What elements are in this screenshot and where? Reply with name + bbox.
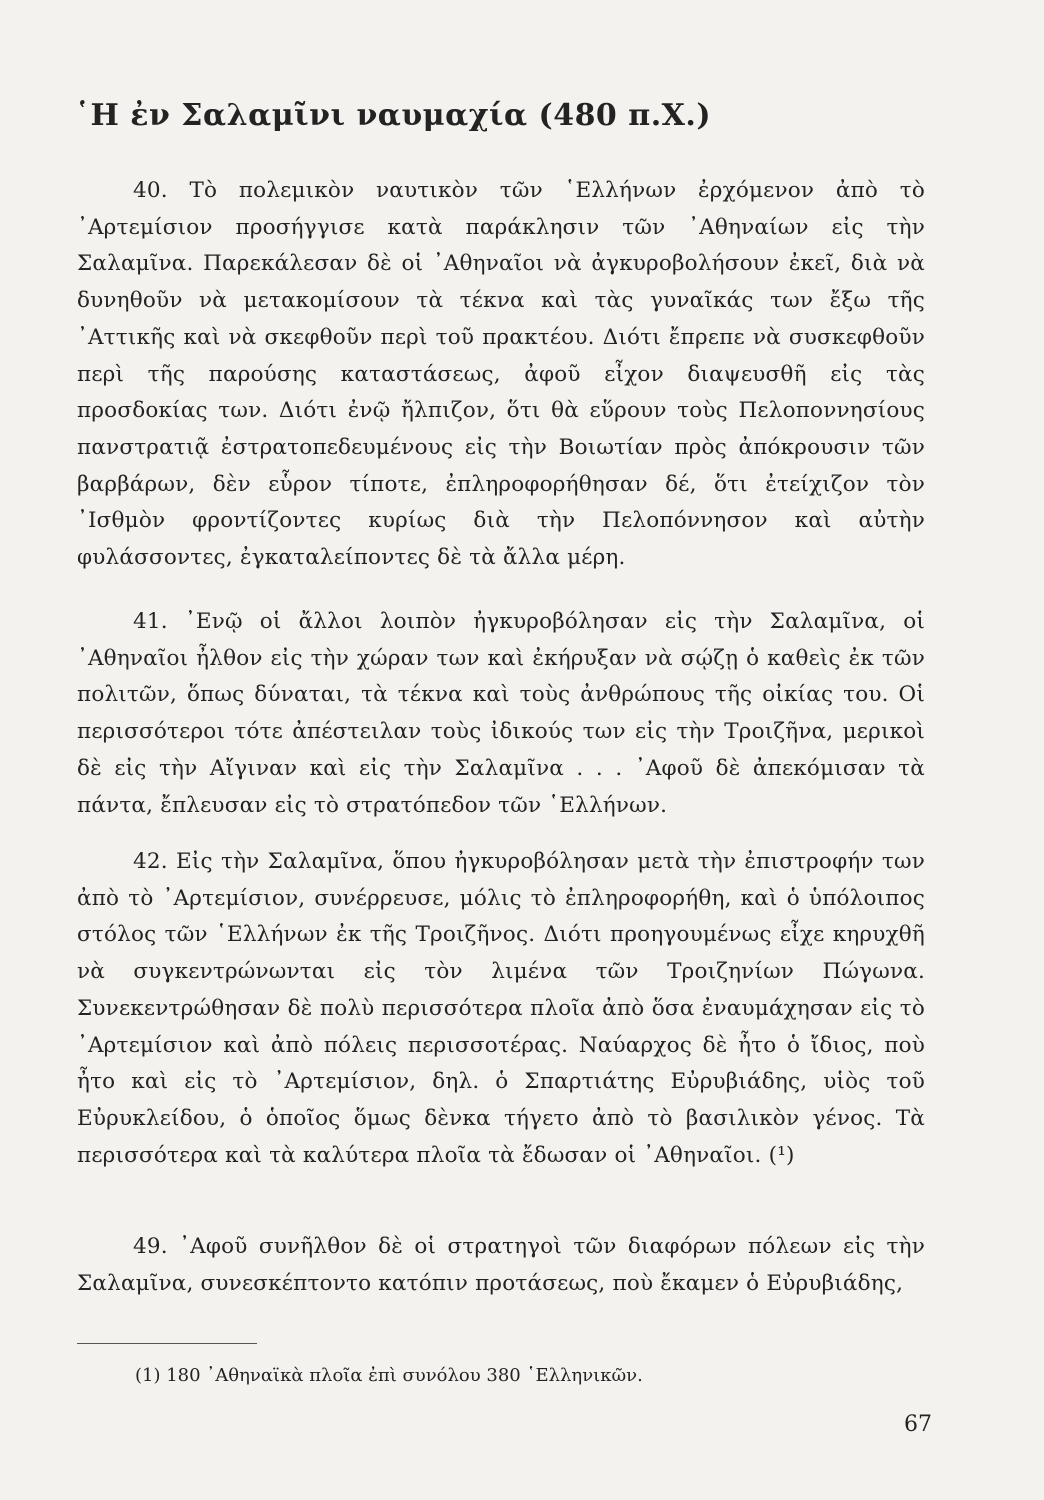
footnote-divider bbox=[77, 1343, 257, 1344]
paragraph-number: 41. bbox=[133, 609, 168, 634]
paragraph-40 bbox=[77, 173, 925, 577]
paragraph-text: ᾿Ενῷ οἱ ἄλλοι λοιπὸν ἠγκυροβόλησαν εἰς τὴν Σαλαμῖνα, οἱ ᾿Αθηναῖοι ἦλθον εἰς τὴν χώραν των καὶ ἐκήρυξαν νὰ σῴζῃ ὁ καθεὶς ἐκ τῶν πολιτῶν, ὅπως δύναται, τὰ τέκνα καὶ τοὺς ἀνθρώπους τῆς οἰκίας του. Οἱ περισσότεροι τότε ἀπέστειλαν τοὺς ἰδικούς των εἰς τὴν Τροιζῆνα, μερικοὶ δὲ εἰς τὴν Αἴγιναν καὶ εἰς τὴν Σαλαμῖνα . . . ᾿Αφοῦ δὲ ἀπεκόμισαν τὰ πάντα, ἔπλευσαν εἰς τὸ στρατόπεδον τῶν ῾Ελλήνων. bbox=[77, 609, 925, 818]
paragraph-text: Τὸ πολεμικὸν ναυτικὸν τῶν ῾Ελλήνων ἐρχόμενον ἀπὸ τὸ ᾿Αρτεμίσιον προσήγγισε κατὰ παράκλησιν τῶν ᾿Αθηναίων εἰς τὴν Σαλαμῖνα. Παρεκάλεσαν δὲ οἱ ᾿Αθηναῖοι νὰ ἀγκυροβολήσουν ἐκεῖ, διὰ νὰ δυνηθοῦν νὰ μετακομίσουν τὰ τέκνα καὶ τὰς γυναῖκάς των ἔξω τῆς ᾿Αττικῆς καὶ νὰ σκεφθοῦν περὶ τοῦ πρακτέου. Διότι ἔπρεπε νὰ συσκεφθοῦν περὶ τῆς παρούσης καταστάσεως, ἀφοῦ εἶχον διαψευσθῆ εἰς τὰς προσδοκίας των. Διότι ἐνῷ ἤλπιζον, ὅτι θὰ εὕρουν τοὺς Πελοποννησίους πανστρατιᾷ ἐστρατοπεδευμένους εἰς τὴν Βοιωτίαν πρὸς ἀπόκρουσιν τῶν βαρβάρων, δὲν εὗρον τίποτε, ἐπληροφορήθησαν δέ, ὅτι ἐτείχιζον τὸν ᾿Ισθμὸν φροντίζοντες κυρίως διὰ τὴν Πελοπόννησον καὶ αὐτὴν φυλάσσοντες, ἐγκαταλείποντες δὲ τὰ ἄλλα μέρη. bbox=[77, 178, 925, 571]
paragraph-number: 40. bbox=[133, 178, 168, 203]
paragraph-42 bbox=[77, 844, 925, 1174]
paragraph-number: 49. bbox=[133, 1234, 168, 1259]
page-number: 67 bbox=[904, 1412, 932, 1437]
paragraph-text: Εἰς τὴν Σαλαμῖνα, ὅπου ἠγκυροβόλησαν μετὰ τὴν ἐπιστροφήν των ἀπὸ τὸ ᾿Αρτεμίσιον, συνέρρευσε, μόλις τὸ ἐπληροφορήθη, καὶ ὁ ὑπόλοιπος στόλος τῶν ῾Ελλήνων ἐκ τῆς Τροιζῆνος. Διότι προηγουμένως εἶχε κηρυχθῆ νὰ συγκεντρώνωνται εἰς τὸν λιμένα τῶν Τροιζηνίων Πώγωνα. Συνεκεντρώθησαν δὲ πολὺ περισσότερα πλοῖα ἀπὸ ὅσα ἐναυμάχησαν εἰς τὸ ᾿Αρτεμίσιον καὶ ἀπὸ πόλεις περισσοτέρας. Ναύαρχος δὲ ἦτο ὁ ἴδιος, ποὺ ἦτο καὶ εἰς τὸ ᾿Αρτεμίσιον, δηλ. ὁ Σπαρτιάτης Εὐρυβιάδης, υἱὸς τοῦ Εὐρυκλείδου, ὁ ὁποῖος ὅμως δὲνκα τήγετο ἀπὸ τὸ βασιλικὸν γένος. Τὰ περισσότερα καὶ τὰ καλύτερα πλοῖα τὰ ἔδωσαν οἱ ᾿Αθηναῖοι. (¹) bbox=[77, 849, 925, 1168]
footnote: (1) 180 ᾿Αθηναϊκὰ πλοῖα ἐπὶ συνόλου 380 ῾Ελληνικῶν. bbox=[135, 1365, 643, 1386]
paragraph-number: 42. bbox=[133, 849, 168, 874]
page-title: ῾Η ἐν Σαλαμῖνι ναυμαχία (480 π.Χ.) bbox=[75, 98, 712, 133]
paragraph-text: ᾿Αφοῦ συνῆλθον δὲ οἱ στρατηγοὶ τῶν διαφόρων πόλεων εἰς τὴν Σαλαμῖνα, συνεσκέπτοντο κατόπιν προτάσεως, ποὺ ἔκαμεν ὁ Εὐρυβιάδης, bbox=[77, 1234, 925, 1296]
paragraph-49 bbox=[77, 1229, 925, 1302]
paragraph-41 bbox=[77, 604, 925, 824]
